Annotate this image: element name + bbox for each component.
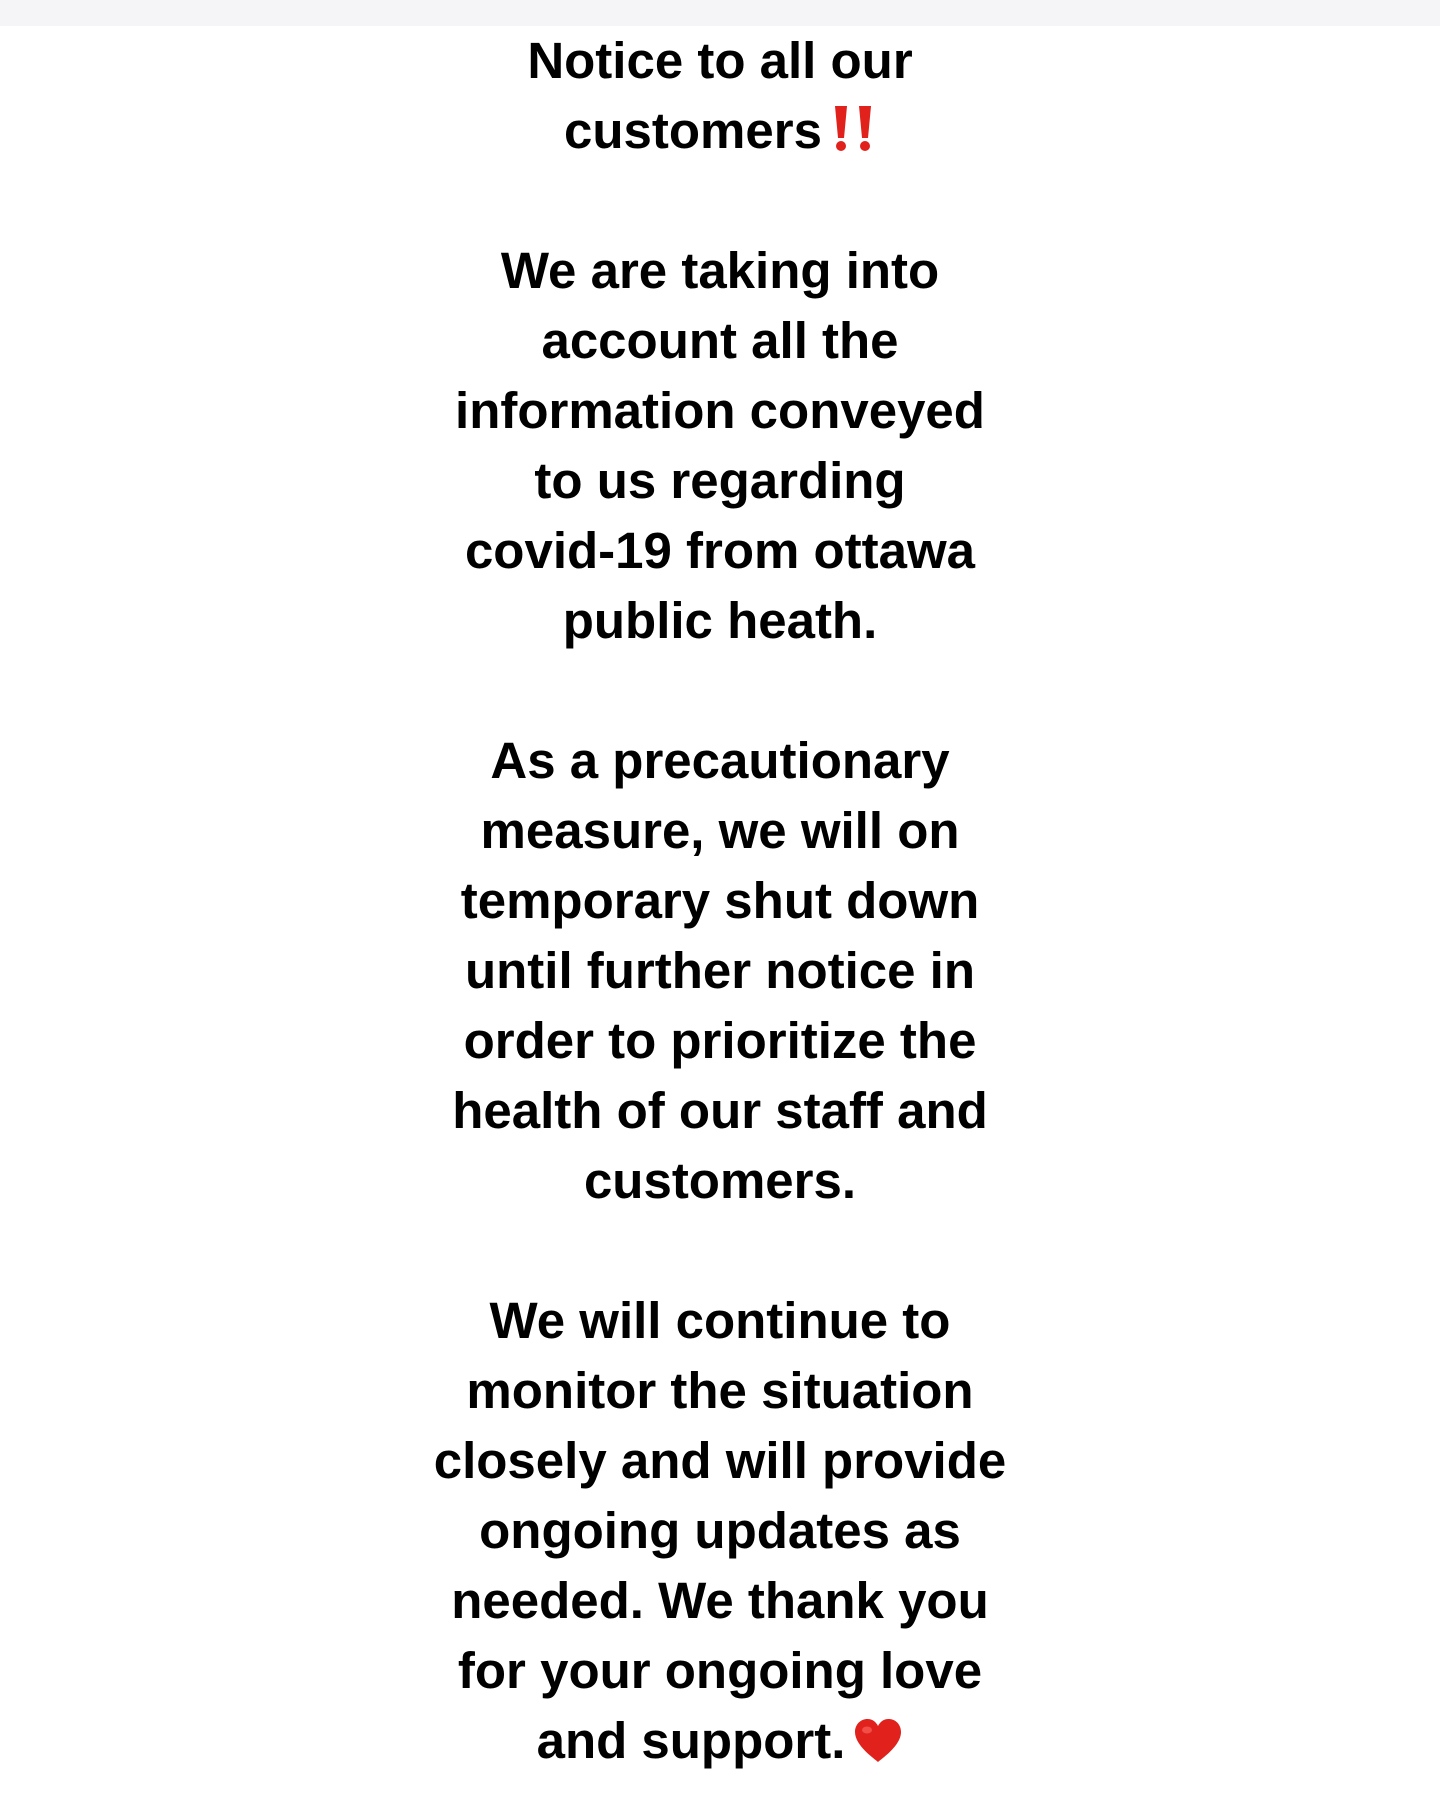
paragraph-line: health of our staff and	[452, 1082, 988, 1139]
paragraph-line: to us regarding	[534, 452, 906, 509]
paragraph-updates	[400, 1286, 1040, 1776]
paragraph-line: account all the	[541, 312, 899, 369]
paragraph-line: temporary shut down	[460, 872, 980, 929]
paragraph-line: measure, we will on	[480, 802, 960, 859]
paragraph-line: ongoing updates as	[479, 1502, 961, 1559]
paragraph-line: As a precautionary	[490, 732, 950, 789]
title-line-text: customers	[564, 102, 822, 159]
paragraph-line: order to prioritize the	[463, 1012, 977, 1069]
top-bar	[0, 0, 1440, 26]
double-exclamation-icon	[832, 104, 876, 152]
paragraph-line: for your ongoing love	[457, 1642, 983, 1699]
paragraph-line: customers.	[583, 1152, 857, 1209]
paragraph-line: We are taking into	[500, 242, 940, 299]
paragraph-line: covid-19 from ottawa	[464, 522, 976, 579]
paragraph-line: We will continue to	[489, 1292, 951, 1349]
title-line: Notice to all our	[527, 32, 913, 89]
paragraph-line: until further notice in	[465, 942, 975, 999]
paragraph-line: information conveyed	[455, 382, 985, 439]
paragraph-line: closely and will provide	[433, 1432, 1007, 1489]
paragraph-line: public heath.	[562, 592, 878, 649]
title-line	[400, 96, 1040, 166]
notice-title	[400, 26, 1040, 166]
paragraph-line: needed. We thank you	[451, 1572, 989, 1629]
red-heart-icon	[853, 1718, 903, 1764]
notice-text	[0, 26, 1440, 1776]
paragraph-line: monitor the situation	[466, 1362, 974, 1419]
paragraph-shutdown	[400, 726, 1040, 1216]
paragraph-covid-info	[400, 236, 1040, 656]
closing-line	[400, 1706, 1040, 1776]
closing-line-text: and support.	[536, 1712, 846, 1769]
